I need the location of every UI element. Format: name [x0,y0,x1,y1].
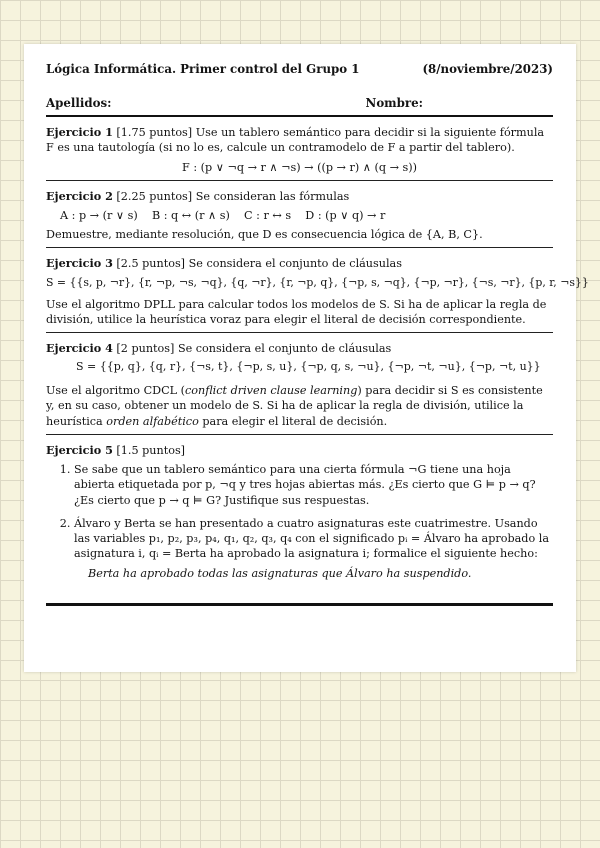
exercise-text: Demuestre, mediante resolución, que D es consecuencia lógica de {A, B, C}. [46,228,483,242]
final-rule [46,603,553,606]
exercise-title: Ejercicio 5 [46,442,113,457]
exercise-text: Use un tablero semántico para decidir si la siguiente fórmula F es una tautología (si no lo es, calcule un contramodelo de F a partir del tablero). [46,126,545,155]
formula-f: F : (p ∨ ¬q → r ∧ ¬s) → ((p → r) ∧ (q → s)) [182,160,417,174]
exam-date: (8/noviembre/2023) [422,62,553,76]
exercise-title: Ejercicio 3 [46,256,113,271]
text-part: Use el algoritmo CDCL ( [46,384,186,398]
student-fields [46,95,553,111]
exam-title: Lógica Informática. Primer control del Grupo 1 [46,62,360,76]
exercise-title: Ejercicio 2 [46,188,113,203]
exercise-title: Ejercicio 4 [46,341,113,355]
divider [46,434,553,435]
exercise-text: Se considera el conjunto de cláusulas [177,342,392,355]
exercise-points: [2.25 puntos] [116,189,193,203]
text-part: ) para decidir si S es consistente y, en su caso, obtener un modelo de S. Si ha de aplicar la regla de división, utilice la heurística [46,384,543,428]
divider [46,247,553,248]
exercise-5 [46,443,553,581]
exam-content [46,61,589,606]
exercise-points: [2.5 puntos] [116,257,186,271]
subquestion-1: 1. Se sabe que un tablero semántico para una cierta fórmula ¬G tiene una hoja abierta etiquetada por p, ¬q y tres hojas abiertas más. ¿Es cierto que G ⊨ p → q? ¿Es cierto que p → q ⊨ G? Justifique sus respuestas. [74,462,553,508]
exercise-text: Se consideran las fórmulas [195,189,350,203]
text-emphasis: orden alfabético [106,414,199,428]
text-emphasis: conflict driven clause learning [185,384,358,398]
surname-label: Apellidos: [46,96,112,111]
clause-set: S = {{s, p, ¬r}, {r, ¬p, ¬s, ¬q}, {q, ¬r}, {r, ¬p, q}, {¬p, s, ¬q}, {¬p, ¬r}, {¬s, ¬r}, {p, r, ¬s}} [46,275,589,289]
exercise-title: Ejercicio 1 [46,125,113,140]
exercise-2 [46,189,553,243]
subquestion-2 [74,516,553,581]
divider [46,332,553,333]
text-part: para elegir el literal de decisión. [198,414,388,428]
exercise-3 [46,256,589,327]
exercise-text: Use el algoritmo DPLL para calcular todos los modelos de S. Si ha de aplicar la regla de división, utilice la heurística voraz para elegir el literal de decisión correspondiente. [46,297,547,326]
quoted-fact: Berta ha aprobado todas las asignaturas que Álvaro ha suspendido. [88,566,472,580]
exercise-text: Se considera el conjunto de cláusulas [188,257,402,271]
clause-set: S = {{p, q}, {q, r}, {¬s, t}, {¬p, s, u}, {¬p, q, s, ¬u}, {¬p, ¬t, ¬u}, {¬p, ¬t, u}} [76,360,541,374]
subquestions-list [46,462,553,581]
exercise-points: [2 puntos] [116,342,175,355]
exercise-points: [1.75 puntos] [116,126,193,140]
divider [46,115,553,117]
exam-header [46,61,553,77]
divider [46,180,553,181]
name-label: Nombre: [365,96,423,111]
formulas-abcd: A : p → (r ∨ s) B : q ↔ (r ∧ s) C : r ↔ s D : (p ∨ q) → r [60,209,386,222]
exercise-text [46,383,553,429]
subquestion-text: Álvaro y Berta se han presentado a cuatro asignaturas este cuatrimestre. Usando las variables p₁, p₂, p₃, p₄, q₁, q₂, q₃, q₄ con el significado pᵢ = Álvaro ha aprobado la asignatura i, qᵢ = Berta ha aprobado la asignatura i; formalice el siguiente hecho: [74,516,549,561]
exercise-points: [1.5 puntos] [116,443,186,457]
exam-sheet [24,44,589,672]
exercise-1 [46,125,553,175]
exercise-4 [46,341,553,429]
